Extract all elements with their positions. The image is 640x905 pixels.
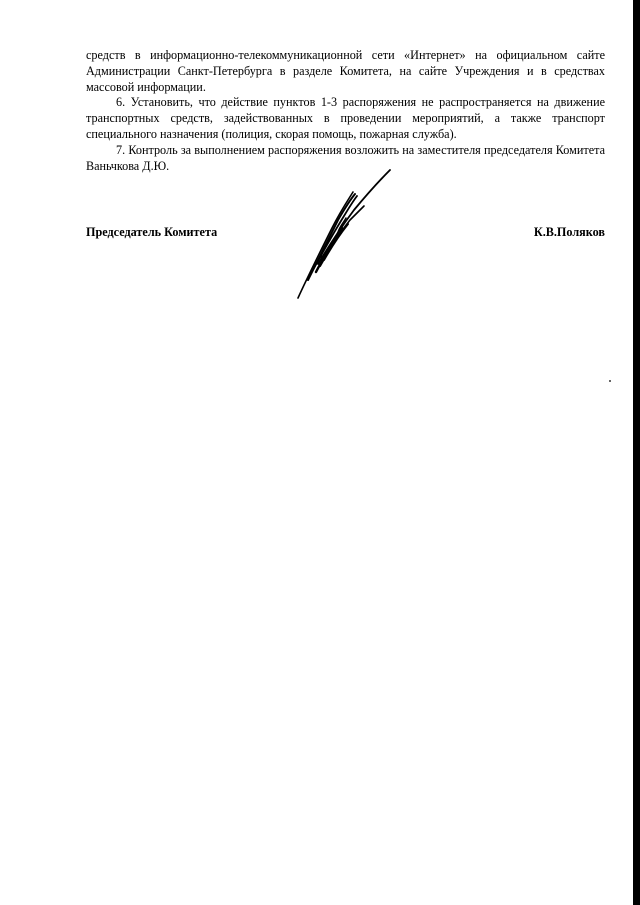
paragraph-6: 6. Установить, что действие пунктов 1-3 распоряжения не распространяется на движение транспортных средств, задействованных в проведении мероприятий, а также транспорт специального назначения (полиция, скорая помощь, пожарная служба). (86, 95, 605, 141)
handwritten-signature (290, 168, 400, 304)
position-title: Председатель Комитета (86, 225, 218, 239)
scan-edge-border (633, 0, 640, 905)
scan-speck (609, 380, 611, 382)
paragraph-7: 7. Контроль за выполнением распоряжения возложить на заместителя председателя Комитета Ваньчкова Д.Ю. (86, 142, 605, 173)
signatory-name: К.В.Поляков (533, 225, 605, 239)
paragraph-continuation: средств в информационно-телекоммуникационной сети «Интернет» на официальном сайте Администрации Санкт-Петербурга в разделе Комитета, на сайте Учреждения и в средствах массовой информации. (86, 48, 605, 94)
document-body (86, 48, 605, 174)
